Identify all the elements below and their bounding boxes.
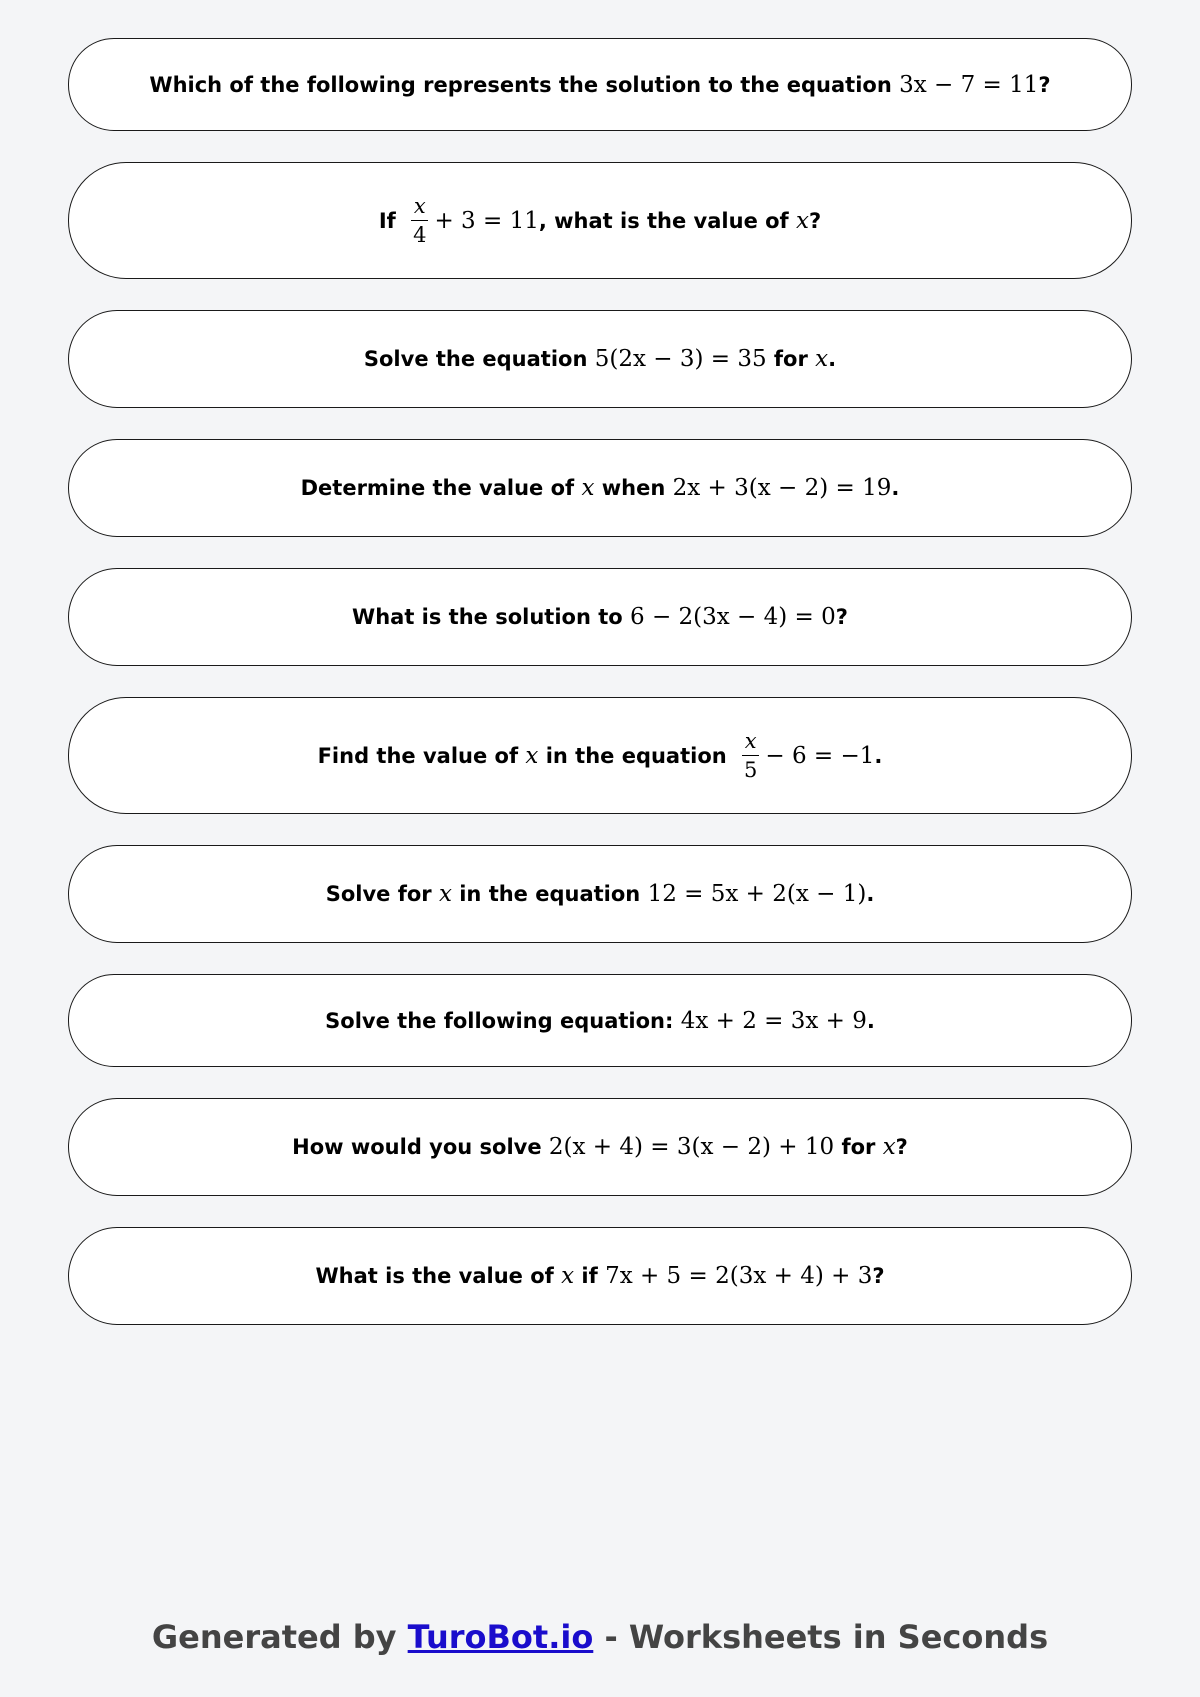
footer xyxy=(0,1618,1200,1656)
question-text: . xyxy=(874,743,883,768)
variable: x xyxy=(796,207,809,234)
fraction xyxy=(742,730,759,781)
question-card-3 xyxy=(68,310,1132,408)
question-text: ? xyxy=(1038,72,1051,97)
question-text: . xyxy=(866,882,875,906)
fraction-numerator: x xyxy=(744,728,757,753)
variable: x xyxy=(438,881,452,907)
question-card-5 xyxy=(68,568,1132,666)
question-card-9 xyxy=(68,1098,1132,1196)
question-text: for xyxy=(766,347,816,371)
variable: x xyxy=(561,1263,575,1289)
variable: x xyxy=(525,742,539,769)
question-text: ? xyxy=(808,208,822,233)
question-text: What is the value of xyxy=(315,1264,562,1288)
question-text: Solve the following equation: xyxy=(325,1008,681,1033)
question-text: What is the solution to xyxy=(352,605,630,629)
equation: 6 − 2(3x − 4) = 0 xyxy=(630,604,836,630)
equation: − 6 = −1 xyxy=(765,742,875,769)
equation: 4x + 2 = 3x + 9 xyxy=(680,1007,867,1034)
turobot-link[interactable]: TuroBot.io xyxy=(407,1618,594,1656)
question-card-6 xyxy=(68,697,1132,814)
question-text: for xyxy=(834,1135,883,1159)
equation: 12 = 5x + 2(x − 1) xyxy=(647,881,867,907)
question-text: Which of the following represents the solution to the equation xyxy=(149,72,900,97)
question-text: . xyxy=(891,476,900,500)
question-text: ? xyxy=(895,1135,908,1159)
question-text: ? xyxy=(835,605,848,629)
equation: 3x − 7 = 11 xyxy=(899,71,1039,98)
question-text: in the equation xyxy=(451,882,648,906)
question-card-10 xyxy=(68,1227,1132,1325)
question-text: when xyxy=(594,476,673,500)
fraction-denominator: 5 xyxy=(742,755,759,781)
equation: 2x + 3(x − 2) = 19 xyxy=(672,475,892,501)
footer-suffix: - Worksheets in Seconds xyxy=(593,1618,1049,1656)
equation: + 3 = 11 xyxy=(434,207,539,234)
fraction-denominator: 4 xyxy=(411,220,428,246)
variable: x xyxy=(581,475,595,501)
fraction-numerator: x xyxy=(413,193,426,218)
question-card-2 xyxy=(68,162,1132,279)
equation: 2(x + 4) = 3(x − 2) + 10 xyxy=(548,1134,835,1160)
question-card-7 xyxy=(68,845,1132,943)
question-text: How would you solve xyxy=(292,1135,549,1159)
equation: 7x + 5 = 2(3x + 4) + 3 xyxy=(605,1263,873,1289)
variable: x xyxy=(815,346,829,372)
question-text: Solve for xyxy=(325,882,439,906)
question-card-1 xyxy=(68,38,1132,131)
question-text: ? xyxy=(872,1264,885,1288)
footer-prefix: Generated by xyxy=(151,1618,408,1656)
question-text: Solve the equation xyxy=(363,347,595,371)
question-text: if xyxy=(574,1264,606,1288)
question-text: in the equation xyxy=(538,743,735,768)
variable: x xyxy=(882,1134,896,1160)
question-text: If xyxy=(378,208,404,233)
question-text: . xyxy=(828,347,837,371)
question-card-8 xyxy=(68,974,1132,1067)
fraction xyxy=(411,195,428,246)
question-text: . xyxy=(866,1008,875,1033)
question-text: Find the value of xyxy=(317,743,526,768)
question-text: , what is the value of xyxy=(538,208,796,233)
equation: 5(2x − 3) = 35 xyxy=(594,346,767,372)
question-card-4 xyxy=(68,439,1132,537)
question-text: Determine the value of xyxy=(300,476,582,500)
